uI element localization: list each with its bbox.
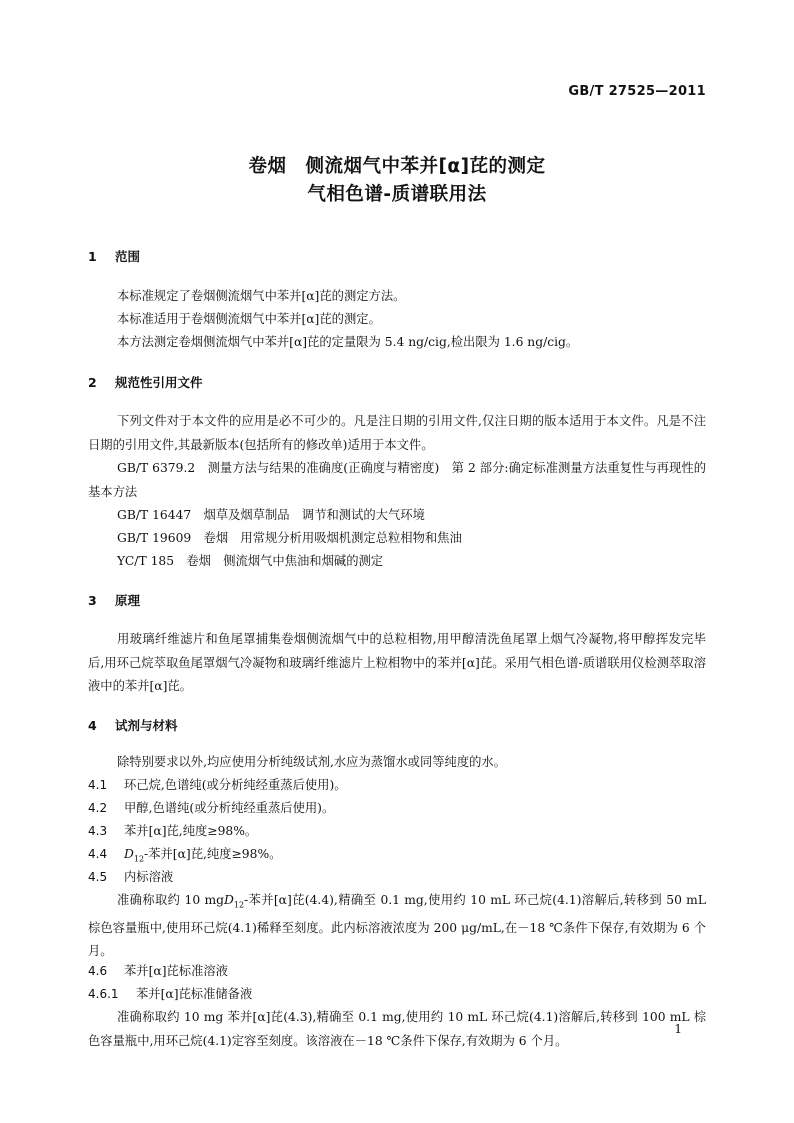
clause-4-6-1	[88, 983, 706, 1007]
clause-4-2	[88, 797, 706, 821]
clause-text: 苯并[α]芘,纯度≥98%。	[124, 824, 258, 838]
d-letter: D	[124, 847, 134, 861]
principle-paragraph: 用玻璃纤维滤片和鱼尾罩捕集卷烟侧流烟气中的总粒相物,用甲醇清洗鱼尾罩上烟气冷凝物,将甲醇挥发完毕后,用环己烷萃取鱼尾罩烟气冷凝物和玻璃纤维滤片上粒相物中的苯并[α]芘。采用气相色谱-质谱联用仪检测萃取溶液中的苯并[α]芘。	[88, 632, 706, 693]
references-intro: 下列文件对于本文件的应用是必不可少的。凡是注日期的引用文件,仅注日期的版本适用于本文件。凡是不注日期的引用文件,其最新版本(包括所有的修改单)适用于本文件。	[88, 414, 706, 452]
clause-4-5-paragraph	[88, 889, 706, 964]
text-part: -苯并[α]芘(4.4),精确至 0.1 mg,使用约 10 mL 环己烷(4.1)溶解后,转移到 50 mL 棕色容量瓶中,使用环己烷(4.1)稀释至刻度。此内标溶液浓度为 200 μg/mL,在－18 ℃条件下保存,有效期为 6 个月。	[88, 893, 706, 959]
clause-text: -苯并[α]芘,纯度≥98%。	[144, 847, 282, 861]
clause-number: 4.1	[88, 778, 108, 792]
d-subscript: 12	[133, 854, 145, 864]
section-number: 3	[88, 593, 97, 608]
scope-paragraph-1: 本标准规定了卷烟侧流烟气中苯并[α]芘的测定方法。	[117, 289, 406, 303]
clause-number: 4.6	[88, 964, 108, 978]
section-title: 原理	[115, 593, 141, 608]
clause-text: 环己烷,色谱纯(或分析纯经重蒸后使用)。	[124, 778, 347, 792]
scope-paragraph-2: 本标准适用于卷烟侧流烟气中苯并[α]芘的测定。	[117, 312, 381, 326]
clause-4-5	[88, 866, 706, 890]
document-title-line1: 卷烟 侧流烟气中苯并[α]芘的测定	[248, 156, 546, 177]
clause-text: 甲醇,色谱纯(或分析纯经重蒸后使用)。	[124, 801, 335, 815]
text-part: 准确称取约 10 mg	[117, 893, 224, 907]
clause-number: 4.6.1	[88, 987, 119, 1001]
section-title: 试剂与材料	[115, 718, 178, 733]
section-title: 范围	[115, 249, 141, 264]
d-subscript: 12	[233, 900, 245, 910]
clause-4-6	[88, 960, 706, 984]
d-letter: D	[224, 893, 234, 907]
clause-number: 4.3	[88, 824, 108, 838]
section-number: 4	[88, 718, 97, 733]
clause-4-3	[88, 820, 706, 844]
clause-number: 4.5	[88, 870, 108, 884]
clause-number: 4.2	[88, 801, 108, 815]
section-number: 2	[88, 375, 97, 390]
section-3-heading	[88, 591, 140, 609]
clause-heading: 苯并[α]芘标准储备液	[136, 987, 253, 1001]
section-4-heading	[88, 716, 178, 734]
page-number: 1	[674, 1022, 682, 1036]
reference-item: YC/T 185 卷烟 侧流烟气中焦油和烟碱的测定	[117, 554, 384, 568]
clause-number: 4.4	[88, 847, 108, 861]
document-title-line2: 气相色谱-质谱联用法	[307, 184, 487, 205]
clause-4-1	[88, 774, 706, 798]
clause-heading: 苯并[α]芘标准溶液	[124, 964, 228, 978]
standard-number: GB/T 27525—2011	[568, 84, 706, 99]
reference-item: GB/T 16447 烟草及烟草制品 调节和测试的大气环境	[117, 508, 425, 522]
clause-heading: 内标溶液	[124, 870, 174, 884]
scope-paragraph-3: 本方法测定卷烟侧流烟气中苯并[α]芘的定量限为 5.4 ng/cig,检出限为 1.6 ng/cig。	[117, 335, 579, 349]
reference-item: GB/T 19609 卷烟 用常规分析用吸烟机测定总粒相物和焦油	[117, 531, 462, 545]
section-title: 规范性引用文件	[115, 375, 203, 390]
section-number: 1	[88, 249, 97, 264]
clause-4-6-1-paragraph: 准确称取约 10 mg 苯并[α]芘(4.3),精确至 0.1 mg,使用约 10 mL 环己烷(4.1)溶解后,转移到 100 mL 棕色容量瓶中,用环己烷(4.1)定容至刻度。该溶液在－18 ℃条件下保存,有效期为 6 个月。	[88, 1010, 706, 1048]
reference-item: GB/T 6379.2 测量方法与结果的准确度(正确度与精密度) 第 2 部分:确定标准测量方法重复性与再现性的基本方法	[88, 461, 706, 499]
section-1-heading	[88, 247, 140, 265]
reagents-intro: 除特别要求以外,均应使用分析纯级试剂,水应为蒸馏水或同等纯度的水。	[117, 755, 507, 769]
section-2-heading	[88, 373, 203, 391]
